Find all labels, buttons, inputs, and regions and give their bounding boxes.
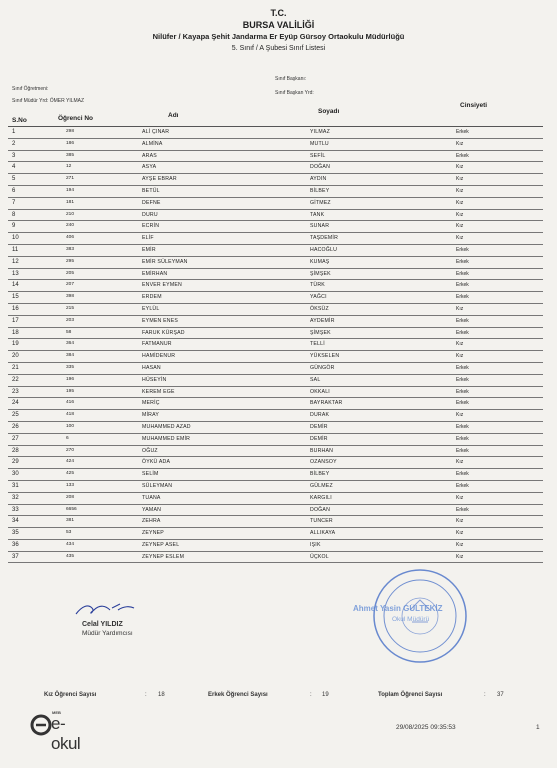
cell-first-name: DURU bbox=[142, 211, 158, 218]
cell-gender: Erkek bbox=[456, 447, 469, 454]
cell-first-name: TUANA bbox=[142, 494, 161, 501]
cell-first-name: DEFNE bbox=[142, 199, 161, 206]
cell-gender: Erkek bbox=[456, 506, 469, 513]
table-row bbox=[8, 316, 543, 328]
cell-sno: 23 bbox=[12, 388, 19, 395]
cell-gender: Erkek bbox=[456, 317, 469, 324]
cell-gender: Erkek bbox=[456, 400, 469, 407]
cell-sno: 13 bbox=[12, 270, 19, 277]
header-class-title: 5. Sınıf / A Şubesi Sınıf Listesi bbox=[231, 45, 326, 52]
cell-last-name: OZANSOY bbox=[310, 459, 337, 466]
cell-first-name: MİRAY bbox=[142, 412, 160, 419]
cell-last-name: AYDEMİR bbox=[310, 317, 335, 324]
cell-last-name: ŞİMŞEK bbox=[310, 270, 331, 277]
table-row bbox=[8, 198, 543, 210]
cell-first-name: EYMEN ENES bbox=[142, 317, 179, 324]
cell-sno: 16 bbox=[12, 305, 19, 312]
page-number: 1 bbox=[536, 724, 540, 731]
cell-student-no: 12 bbox=[66, 164, 72, 170]
cell-last-name: BİLBEY bbox=[310, 471, 330, 478]
cell-last-name: GİTMEZ bbox=[310, 199, 331, 206]
table-row bbox=[8, 139, 543, 151]
cell-sno: 11 bbox=[12, 246, 19, 253]
cell-gender: Kız bbox=[456, 541, 464, 548]
cell-sno: 21 bbox=[12, 364, 19, 371]
cell-gender: Erkek bbox=[456, 294, 469, 301]
cell-student-no: 6 bbox=[66, 435, 69, 441]
cell-student-no: 58 bbox=[66, 329, 72, 335]
table-row bbox=[8, 280, 543, 292]
cell-student-no: 383 bbox=[66, 246, 75, 252]
cell-last-name: ÖKSÜZ bbox=[310, 305, 329, 312]
table-row bbox=[8, 304, 543, 316]
cell-student-no: 100 bbox=[66, 423, 75, 429]
cell-student-no: 208 bbox=[66, 494, 75, 500]
header-tc: T.C. bbox=[270, 8, 287, 18]
info-vice-president: Sınıf Başkan Yrd: bbox=[275, 90, 314, 96]
header-school: Nilüfer / Kayapa Şehit Jandarma Er Eyüp Gürsoy Ortaokulu Müdürlüğü bbox=[152, 32, 405, 41]
cell-sno: 28 bbox=[12, 447, 19, 454]
cell-last-name: SUNAR bbox=[310, 223, 330, 230]
total-count-label: Toplam Öğrenci Sayısı bbox=[378, 692, 443, 698]
boys-count-value: 19 bbox=[322, 692, 329, 698]
cell-first-name: ELİF bbox=[142, 235, 154, 242]
table-row bbox=[8, 328, 543, 340]
cell-last-name: TELLİ bbox=[310, 341, 325, 348]
cell-first-name: YAMAN bbox=[142, 506, 162, 513]
cell-student-no: 194 bbox=[66, 187, 75, 193]
table-row bbox=[8, 387, 543, 399]
cell-student-no: 385 bbox=[66, 152, 75, 158]
cell-last-name: BİLBEY bbox=[310, 187, 330, 194]
cell-gender: Kız bbox=[456, 353, 464, 360]
cell-last-name: GÜLMEZ bbox=[310, 482, 333, 489]
cell-first-name: HAMİDENUR bbox=[142, 353, 176, 360]
cell-last-name: BURHAN bbox=[310, 447, 334, 454]
cell-first-name: ZEYNEP ESLEM bbox=[142, 553, 185, 560]
cell-last-name: DEMİR bbox=[310, 423, 328, 430]
eokul-logo-icon bbox=[30, 714, 52, 736]
cell-student-no: 416 bbox=[66, 400, 75, 406]
cell-sno: 14 bbox=[12, 282, 19, 289]
cell-first-name: MUHAMMED AZAD bbox=[142, 423, 191, 430]
cell-student-no: 295 bbox=[66, 258, 75, 264]
cell-gender: Kız bbox=[456, 164, 464, 171]
cell-gender: Kız bbox=[456, 223, 464, 230]
cell-student-no: 335 bbox=[66, 364, 75, 370]
cell-gender: Kız bbox=[456, 459, 464, 466]
header-sno: S.No bbox=[12, 117, 27, 124]
cell-first-name: HÜSEYİN bbox=[142, 376, 167, 383]
table-row bbox=[8, 528, 543, 540]
cell-sno: 17 bbox=[12, 317, 19, 324]
cell-student-no: 186 bbox=[66, 140, 75, 146]
cell-sno: 32 bbox=[12, 494, 19, 501]
deputy-signature-block bbox=[72, 598, 142, 637]
cell-gender: Erkek bbox=[456, 270, 469, 277]
principal-title: Okul Müdürü bbox=[392, 616, 430, 623]
cell-student-no: 240 bbox=[66, 223, 75, 229]
cell-last-name: GÜNGÖR bbox=[310, 364, 335, 371]
girls-count-label: Kız Öğrenci Sayısı bbox=[44, 692, 97, 698]
cell-sno: 1 bbox=[12, 129, 16, 135]
cell-sno: 6 bbox=[12, 187, 16, 194]
cell-first-name: EYLÜL bbox=[142, 305, 160, 312]
cell-gender: Kız bbox=[456, 199, 464, 206]
cell-gender: Erkek bbox=[456, 364, 469, 371]
table-row bbox=[8, 245, 543, 257]
cell-first-name: BETÜL bbox=[142, 187, 160, 194]
cell-first-name: ERDEM bbox=[142, 294, 162, 301]
cell-gender: Erkek bbox=[456, 329, 469, 336]
table-row bbox=[8, 210, 543, 222]
cell-student-no: 53 bbox=[66, 530, 72, 536]
cell-gender: Kız bbox=[456, 553, 464, 560]
cell-first-name: ZEYNEP ASEL bbox=[142, 541, 180, 548]
header-first-name: Adı bbox=[168, 112, 179, 119]
cell-student-no: 398 bbox=[66, 294, 75, 300]
cell-student-no: 181 bbox=[66, 199, 75, 205]
cell-student-no: 207 bbox=[66, 282, 75, 288]
cell-student-no: 203 bbox=[66, 317, 75, 323]
table-row bbox=[8, 481, 543, 493]
table-row bbox=[8, 540, 543, 552]
girls-count-sep: : bbox=[145, 692, 147, 698]
cell-student-no: 298 bbox=[66, 129, 75, 134]
cell-last-name: DOĞAN bbox=[310, 506, 331, 513]
table-row bbox=[8, 257, 543, 269]
cell-last-name: MUTLU bbox=[310, 140, 329, 147]
table-row bbox=[8, 516, 543, 528]
cell-student-no: 195 bbox=[66, 388, 75, 394]
cell-student-no: 270 bbox=[66, 447, 75, 453]
table-row bbox=[8, 363, 543, 375]
cell-first-name: FATMANUR bbox=[142, 341, 172, 348]
table-row bbox=[8, 398, 543, 410]
cell-student-no: 424 bbox=[66, 459, 75, 465]
boys-count-label: Erkek Öğrenci Sayısı bbox=[208, 692, 268, 698]
info-deputy: Sınıf Müdür Yrd: ÖMER YILMAZ bbox=[12, 98, 85, 104]
cell-last-name: BAYRAKTAR bbox=[310, 400, 343, 407]
cell-sno: 12 bbox=[12, 258, 19, 265]
cell-sno: 33 bbox=[12, 506, 19, 513]
cell-last-name: YAĞCI bbox=[310, 294, 327, 301]
cell-last-name: AYDIN bbox=[310, 176, 327, 183]
cell-last-name: HACOĞLU bbox=[310, 246, 338, 253]
cell-student-no: 418 bbox=[66, 412, 75, 418]
cell-gender: Erkek bbox=[456, 388, 469, 395]
cell-sno: 27 bbox=[12, 435, 19, 442]
cell-first-name: ARAS bbox=[142, 152, 157, 159]
cell-first-name: HASAN bbox=[142, 364, 161, 371]
cell-sno: 20 bbox=[12, 353, 19, 360]
cell-student-no: 406 bbox=[66, 235, 75, 241]
cell-first-name: ZEHRA bbox=[142, 518, 161, 525]
total-count-sep: : bbox=[484, 692, 486, 698]
cell-student-no: 196 bbox=[66, 376, 75, 382]
table-row bbox=[8, 233, 543, 245]
table-row bbox=[8, 505, 543, 517]
cell-gender: Kız bbox=[456, 187, 464, 194]
cell-first-name: KEREM EGE bbox=[142, 388, 175, 395]
cell-first-name: SELİM bbox=[142, 471, 159, 478]
cell-first-name: MERİÇ bbox=[142, 400, 160, 407]
table-row bbox=[8, 446, 543, 458]
table-row bbox=[8, 434, 543, 446]
cell-last-name: TANK bbox=[310, 211, 325, 218]
cell-last-name: TUNCER bbox=[310, 518, 333, 525]
cell-gender: Kız bbox=[456, 176, 464, 183]
cell-sno: 36 bbox=[12, 541, 19, 548]
cell-student-no: 210 bbox=[66, 211, 75, 217]
table-row bbox=[8, 174, 543, 186]
table-body bbox=[8, 127, 543, 563]
table-row bbox=[8, 221, 543, 233]
info-president: Sınıf Başkanı: bbox=[275, 76, 307, 82]
cell-gender: Erkek bbox=[456, 246, 469, 253]
boys-count-sep: : bbox=[310, 692, 312, 698]
cell-gender: Kız bbox=[456, 341, 464, 348]
cell-sno: 22 bbox=[12, 376, 19, 383]
cell-student-no: 384 bbox=[66, 353, 75, 359]
info-teacher: Sınıf Öğretmeni: bbox=[12, 86, 49, 92]
signature-title: Müdür Yardımcısı bbox=[82, 630, 133, 637]
cell-gender: Erkek bbox=[456, 423, 469, 430]
cell-first-name: EMİR bbox=[142, 246, 156, 253]
cell-sno: 4 bbox=[12, 164, 16, 171]
cell-student-no: 271 bbox=[66, 176, 75, 182]
cell-gender: Kız bbox=[456, 235, 464, 242]
table-row bbox=[8, 351, 543, 363]
cell-first-name: AYŞE EBRAR bbox=[142, 176, 177, 183]
table-row bbox=[8, 186, 543, 198]
cell-first-name: ALİ ÇINAR bbox=[142, 129, 170, 135]
cell-sno: 34 bbox=[12, 518, 19, 525]
cell-sno: 8 bbox=[12, 211, 16, 218]
signature-name: Celal YILDIZ bbox=[82, 621, 123, 628]
cell-last-name: TÜRK bbox=[310, 282, 325, 289]
cell-last-name: DEMİR bbox=[310, 435, 328, 442]
cell-gender: Kız bbox=[456, 140, 464, 147]
cell-sno: 31 bbox=[12, 482, 19, 489]
table-header bbox=[8, 102, 543, 127]
cell-first-name: ZEYNEP bbox=[142, 530, 164, 537]
cell-gender: Erkek bbox=[456, 435, 469, 442]
cell-sno: 7 bbox=[12, 199, 16, 206]
cell-gender: Kız bbox=[456, 518, 464, 525]
table-row bbox=[8, 162, 543, 174]
cell-gender: Kız bbox=[456, 494, 464, 501]
table-row bbox=[8, 422, 543, 434]
girls-count-value: 18 bbox=[158, 692, 165, 698]
table-row bbox=[8, 127, 543, 139]
cell-gender: Erkek bbox=[456, 471, 469, 478]
cell-student-no: 434 bbox=[66, 541, 75, 547]
cell-last-name: ÜÇKOL bbox=[310, 553, 329, 560]
cell-sno: 10 bbox=[12, 235, 19, 242]
cell-first-name: ALMİNA bbox=[142, 140, 163, 147]
cell-first-name: EMİRHAN bbox=[142, 270, 168, 277]
eokul-logo-meb: MEB bbox=[52, 710, 61, 715]
table-row bbox=[8, 457, 543, 469]
cell-first-name: FARUK KÜRŞAD bbox=[142, 329, 185, 336]
cell-first-name: ÖYKÜ ADA bbox=[142, 459, 171, 466]
cell-sno: 30 bbox=[12, 471, 19, 478]
cell-gender: Erkek bbox=[456, 258, 469, 265]
cell-student-no: 133 bbox=[66, 482, 75, 488]
cell-sno: 5 bbox=[12, 176, 16, 183]
cell-last-name: SAL bbox=[310, 376, 321, 383]
cell-last-name: KUMAŞ bbox=[310, 258, 330, 265]
cell-gender: Erkek bbox=[456, 152, 469, 159]
header-gender: Cinsiyeti bbox=[460, 102, 488, 109]
cell-student-no: 435 bbox=[66, 553, 75, 559]
principal-name: Ahmet Yasin GÜLTEKİZ bbox=[353, 604, 443, 613]
cell-sno: 24 bbox=[12, 400, 19, 407]
cell-last-name: ŞİMŞEK bbox=[310, 329, 331, 336]
cell-gender: Erkek bbox=[456, 129, 469, 135]
cell-sno: 19 bbox=[12, 341, 19, 348]
cell-gender: Kız bbox=[456, 211, 464, 218]
print-datetime: 29/08/2025 09:35:53 bbox=[396, 724, 456, 731]
cell-sno: 15 bbox=[12, 294, 19, 301]
cell-last-name: YÜKSELEN bbox=[310, 353, 340, 360]
cell-student-no: 364 bbox=[66, 341, 75, 347]
cell-student-no: 205 bbox=[66, 270, 75, 276]
cell-gender: Erkek bbox=[456, 482, 469, 489]
cell-sno: 2 bbox=[12, 140, 16, 147]
cell-last-name: IŞIK bbox=[310, 541, 321, 548]
cell-sno: 37 bbox=[12, 553, 19, 560]
cell-first-name: SÜLEYMAN bbox=[142, 482, 173, 489]
table-row bbox=[8, 292, 543, 304]
cell-gender: Erkek bbox=[456, 376, 469, 383]
cell-first-name: MUHAMMED EMİR bbox=[142, 435, 191, 442]
student-table bbox=[8, 102, 543, 563]
table-row bbox=[8, 552, 543, 564]
cell-sno: 25 bbox=[12, 412, 19, 419]
cell-first-name: ECRİN bbox=[142, 223, 160, 230]
header-governorship: BURSA VALİLİĞİ bbox=[242, 20, 315, 30]
cell-gender: Kız bbox=[456, 530, 464, 537]
cell-sno: 35 bbox=[12, 530, 19, 537]
table-row bbox=[8, 493, 543, 505]
cell-student-no: 425 bbox=[66, 471, 75, 477]
cell-student-no: 215 bbox=[66, 305, 75, 311]
cell-last-name: TAŞDEMİR bbox=[310, 235, 339, 242]
header-student-no: Öğrenci No bbox=[58, 115, 94, 122]
cell-gender: Kız bbox=[456, 412, 464, 419]
table-row bbox=[8, 269, 543, 281]
cell-sno: 9 bbox=[12, 223, 16, 230]
signature-scribble bbox=[72, 598, 142, 620]
cell-sno: 3 bbox=[12, 152, 16, 159]
cell-last-name: SEFİL bbox=[310, 152, 326, 159]
cell-last-name: DOĞAN bbox=[310, 164, 331, 171]
table-row bbox=[8, 469, 543, 481]
header-last-name: Soyadı bbox=[318, 108, 340, 115]
cell-first-name: ASYA bbox=[142, 164, 157, 171]
cell-gender: Kız bbox=[456, 305, 464, 312]
cell-student-no: 381 bbox=[66, 518, 75, 524]
cell-sno: 29 bbox=[12, 459, 19, 466]
cell-student-no: 6656 bbox=[66, 506, 77, 512]
table-row bbox=[8, 151, 543, 163]
cell-first-name: ENVER EYMEN bbox=[142, 282, 182, 289]
table-row bbox=[8, 339, 543, 351]
cell-sno: 18 bbox=[12, 329, 19, 336]
table-row bbox=[8, 410, 543, 422]
cell-sno: 26 bbox=[12, 423, 19, 430]
eokul-logo-text: e-okul bbox=[51, 714, 81, 753]
cell-last-name: ALLIKAYA bbox=[310, 530, 336, 537]
cell-last-name: KARGILI bbox=[310, 494, 332, 501]
table-row bbox=[8, 375, 543, 387]
cell-gender: Erkek bbox=[456, 282, 469, 289]
cell-first-name: OĞUZ bbox=[142, 447, 158, 454]
total-count-value: 37 bbox=[497, 692, 504, 698]
cell-first-name: EMİR SÜLEYMAN bbox=[142, 258, 188, 265]
cell-last-name: DURAK bbox=[310, 412, 330, 419]
cell-last-name: OKKALI bbox=[310, 388, 330, 395]
cell-last-name: YILMAZ bbox=[310, 129, 330, 135]
